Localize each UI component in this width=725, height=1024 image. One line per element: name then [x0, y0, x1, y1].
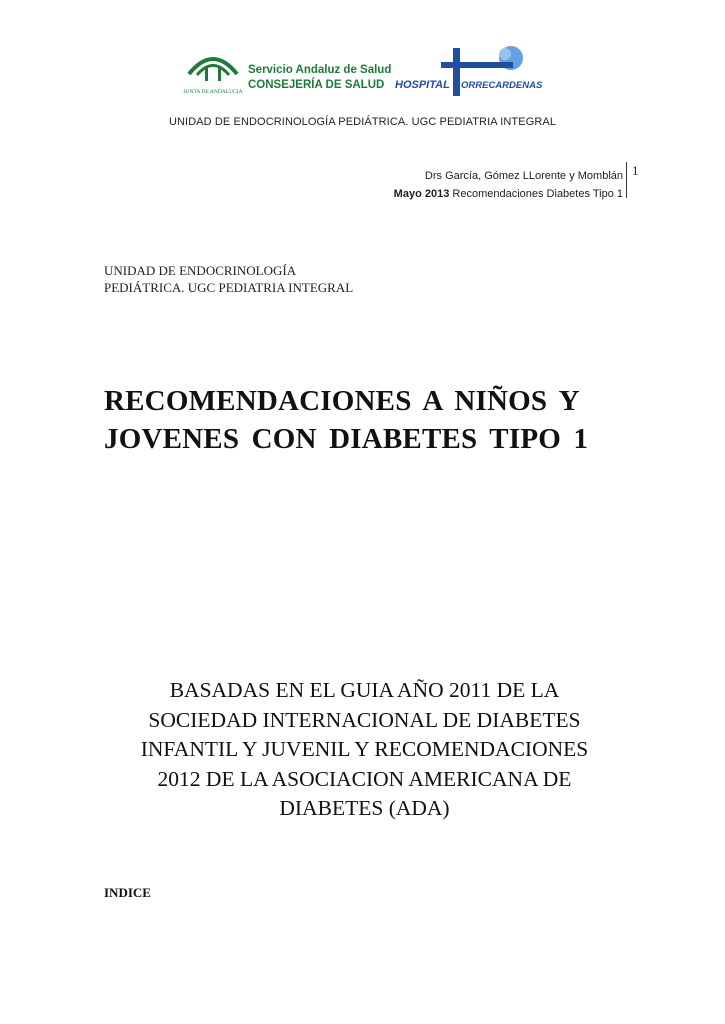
header-date: Mayo 2013 — [393, 188, 450, 200]
subtitle-line: INFANTIL Y JUVENIL Y RECOMENDACIONES — [140, 737, 589, 761]
document-subtitle — [92, 676, 637, 824]
unit-line-1: UNIDAD DE ENDOCRINOLOGÍA — [104, 263, 297, 278]
subtitle-line: 2012 DE LA ASOCIACION AMERICANA DE — [157, 766, 572, 791]
subtitle-line: DIABETES (ADA) — [279, 796, 450, 820]
junta-logo-text: JUNTA DE ANDALUCIA — [183, 89, 243, 95]
title-line-2: JOVENES CON DIABETES TIPO 1 — [104, 423, 589, 455]
hospital-torrecardenas-logo — [393, 44, 553, 104]
header-divider — [626, 162, 627, 198]
sas-logo-line2: CONSEJERÍA DE SALUD — [248, 79, 385, 91]
unit-line-2: PEDIÁTRICA. UGC PEDIATRIA INTEGRAL — [104, 280, 354, 295]
index-heading: INDICE — [104, 885, 151, 900]
header-authors: Drs García, Gómez LLorente y Momblán — [424, 170, 623, 182]
title-line-1: RECOMENDACIONES A NIÑOS Y — [104, 385, 580, 417]
header-meta — [394, 167, 623, 203]
sas-logo — [248, 64, 391, 91]
document-title — [104, 382, 624, 458]
page-number: 1 — [632, 163, 639, 178]
header-unit-text: UNIDAD DE ENDOCRINOLOGÍA PEDIÁTRICA. UGC PEDIATRIA INTEGRAL — [168, 116, 557, 128]
sas-logo-line1: Servicio Andaluz de Salud — [248, 64, 392, 76]
unit-block — [104, 262, 353, 296]
header-doc-title: Recomendaciones Diabetes Tipo 1 — [452, 188, 623, 200]
hospital-logo-left-text: HOSPITAL — [395, 79, 450, 91]
hospital-logo-right-text: ORRECARDENAS — [461, 80, 543, 91]
junta-andalucia-logo — [183, 44, 243, 96]
subtitle-line: SOCIEDAD INTERNACIONAL DE DIABETES — [148, 707, 581, 732]
header-date-title — [394, 185, 623, 203]
subtitle-line: BASADAS EN EL GUIA AÑO 2011 DE LA — [169, 678, 560, 702]
